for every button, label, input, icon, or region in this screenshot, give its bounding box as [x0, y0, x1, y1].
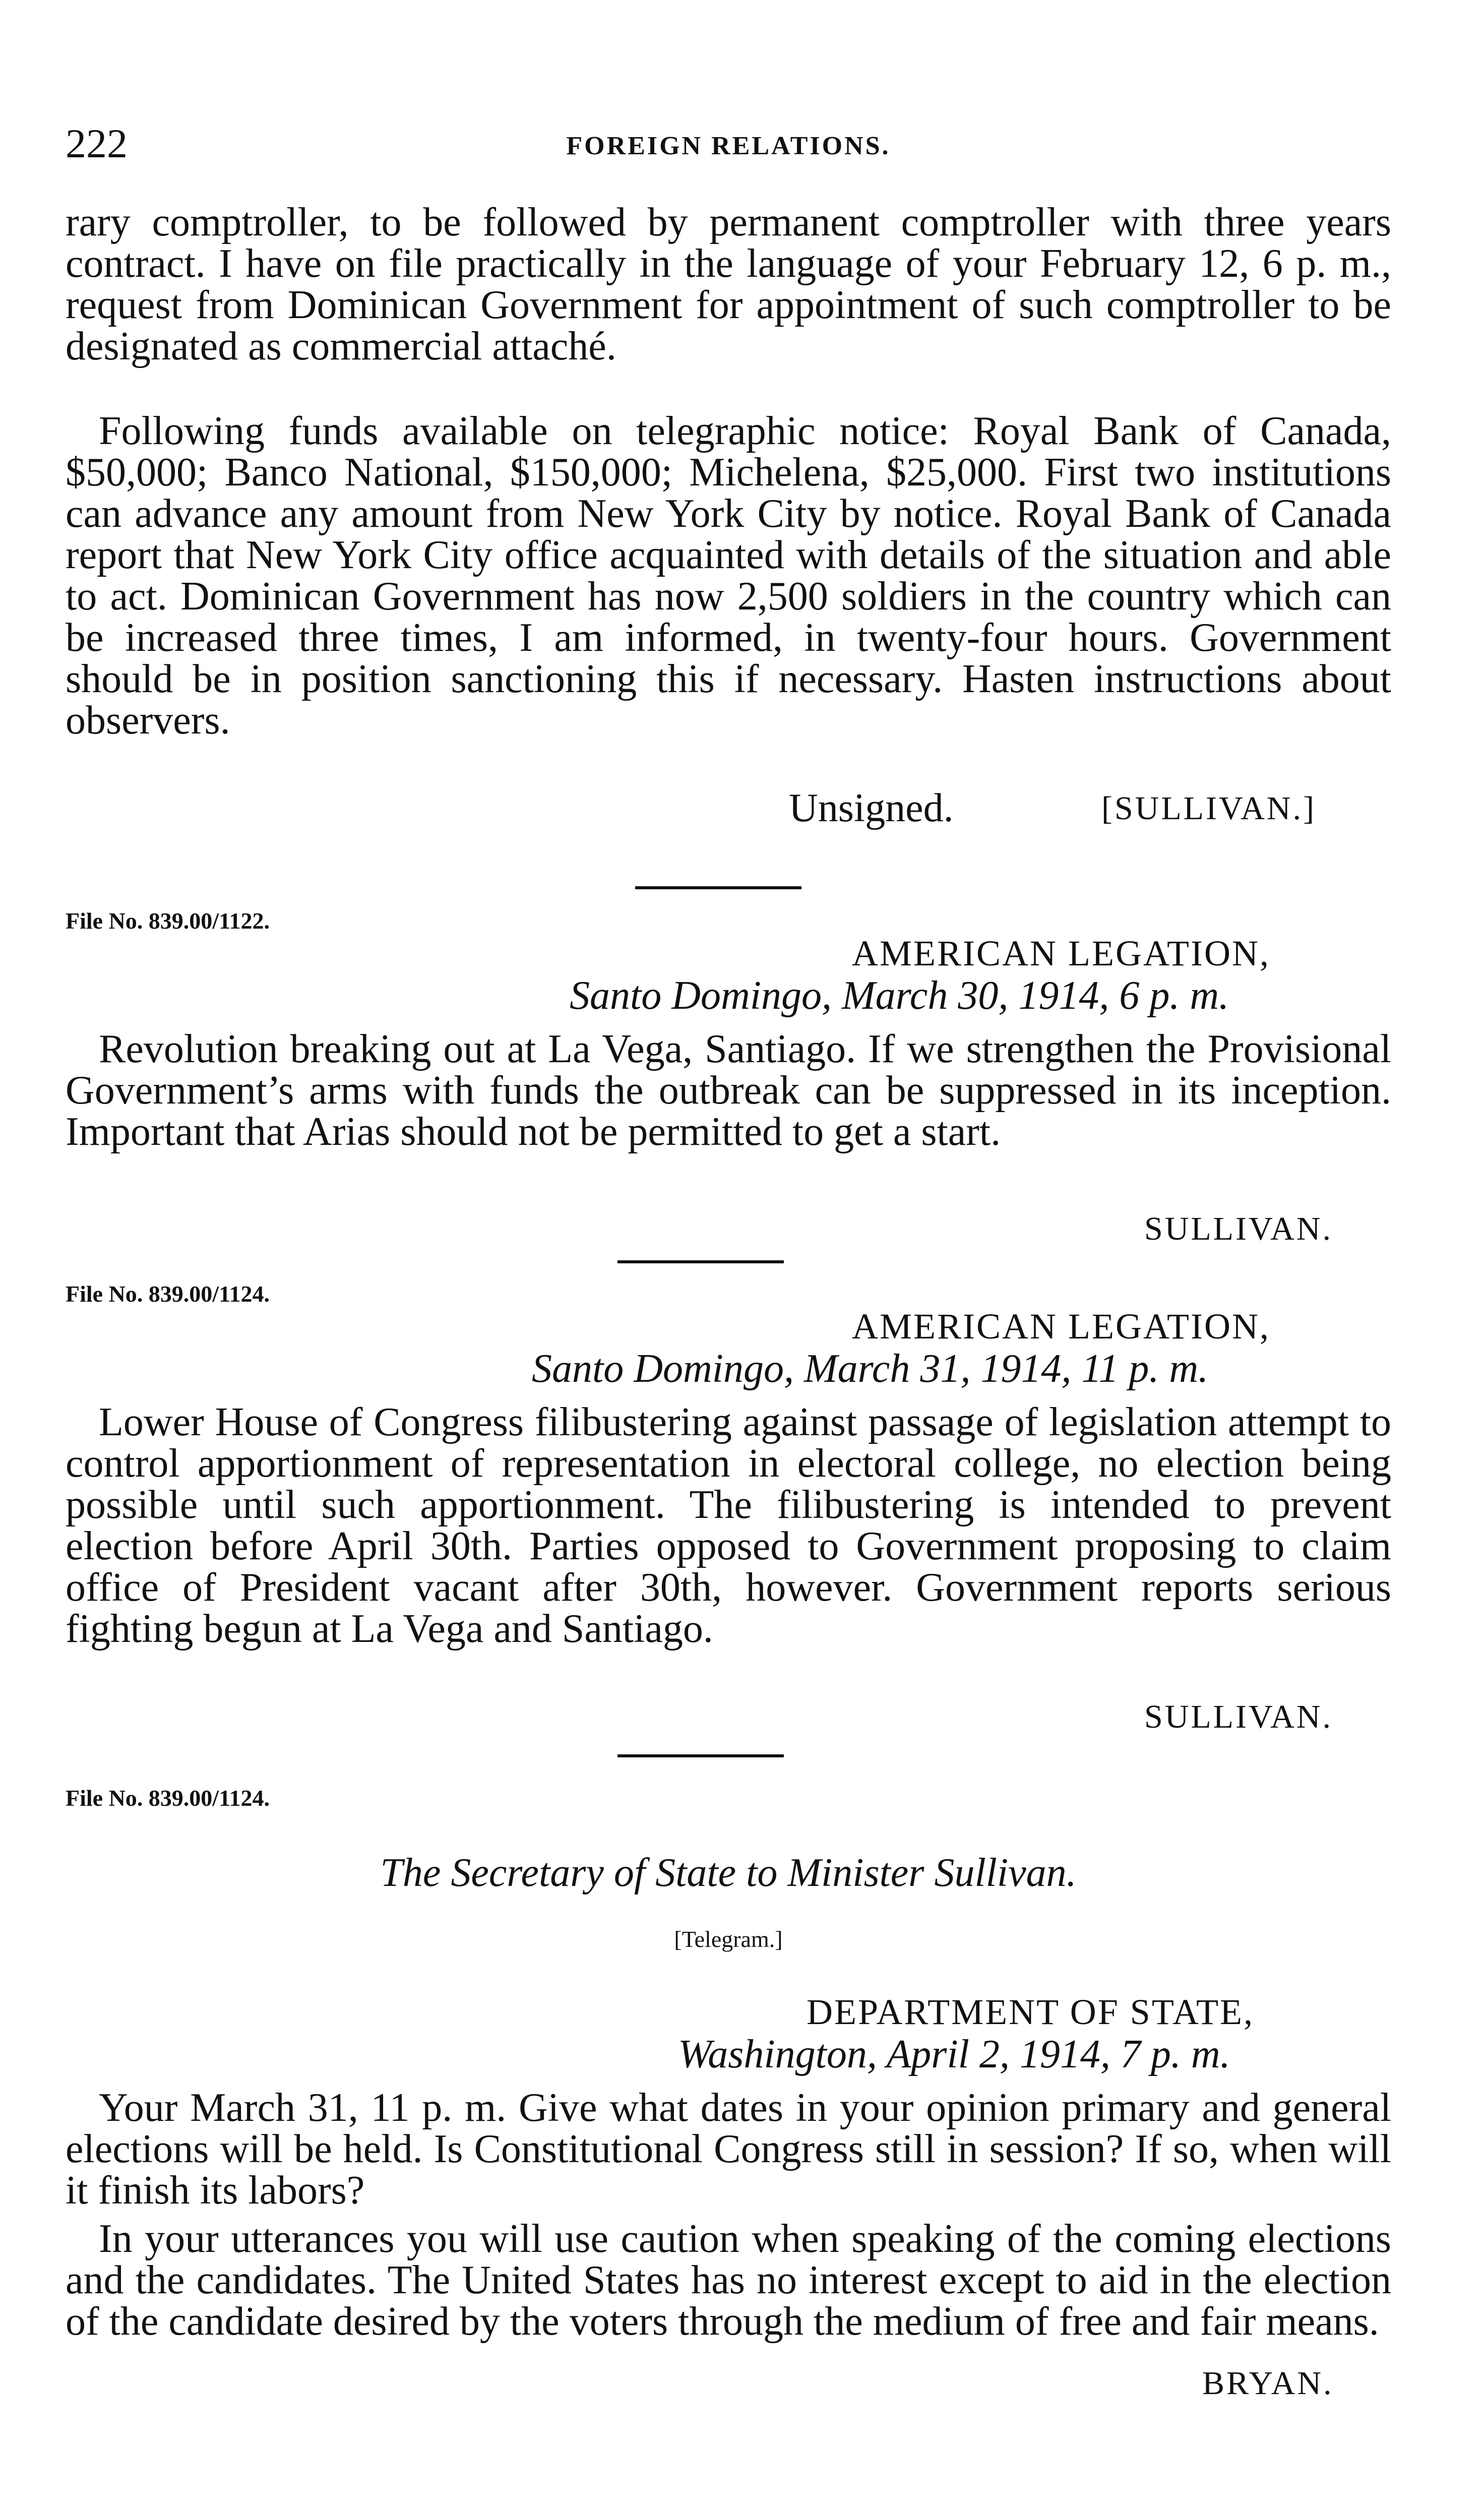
file-number: File No. 839.00/1124. — [66, 1281, 270, 1307]
bracket-signature: [SULLIVAN.] — [1101, 790, 1316, 827]
department-heading: DEPARTMENT OF STATE, — [807, 1992, 1255, 2032]
telegram-label: [Telegram.] — [674, 1926, 783, 1952]
dateline: Washington, April 2, 1914, 7 p. m. — [678, 2032, 1230, 2076]
telegram-body: Lower House of Congress filibustering against passage of legislation attempt to control apportionment of representation in electoral college, no election being possible until such apportionment. The filibustering is intended to prevent election before April 30th. Parties opposed to Government proposing to claim office of President vacant after 30th, however. Government reports serious fighting begun at La Vega and Santiago. — [66, 1400, 1391, 1651]
document-title: The Secretary of State to Minister Sullivan. — [380, 1851, 1077, 1895]
unsigned-label: Unsigned. — [789, 786, 954, 830]
running-head: FOREIGN RELATIONS. — [566, 132, 891, 160]
legation-heading: AMERICAN LEGATION, — [852, 933, 1270, 973]
funds-paragraph: Following funds available on telegraphic notice: Royal Bank of Canada, $50,000; Banco National, $150,000; Michelena, $25,000. First two institutions can advance any amount from New York City by notice. Royal Bank of Canada report that New York City office acquainted with details of the situation and able to act. Dominican Government has now 2,500 soldiers in the country which can be increased three times, I am informed, in twenty-four hours. Government should be in position sanctioning this if necessary. Hasten instructions about observers. — [66, 409, 1391, 743]
section-divider — [635, 886, 801, 889]
dateline: Santo Domingo, March 30, 1914, 6 p. m. — [570, 973, 1229, 1018]
file-number: File No. 839.00/1124. — [66, 1785, 270, 1811]
signature: SULLIVAN. — [1144, 1210, 1333, 1247]
legation-heading: AMERICAN LEGATION, — [852, 1306, 1270, 1347]
page-number: 222 — [66, 120, 128, 166]
caution-paragraph: In your utterances you will use caution when speaking of the coming elections and the candidates. The United States has no interest except to aid in the election of the candidate desired by the voters through the medium of free and fair means. — [66, 2217, 1391, 2344]
section-divider — [617, 1754, 784, 1757]
signature: BRYAN. — [1202, 2365, 1334, 2402]
continued-paragraph: rary comptroller, to be followed by permanent comptroller with three years contract. I have on file practically in the language of your February 12, 6 p. m., request from Dominican Government for appointment of such comptroller to be designated as commercial attaché. — [66, 200, 1391, 369]
dateline: Santo Domingo, March 31, 1914, 11 p. m. — [532, 1347, 1209, 1391]
section-divider — [617, 1260, 784, 1263]
signature: SULLIVAN. — [1144, 1698, 1333, 1735]
instruction-paragraph: Your March 31, 11 p. m. Give what dates in your opinion primary and general elections will be held. Is Constitutional Congress still in session? If so, when will it finish its labors? — [66, 2086, 1391, 2213]
page-header — [66, 120, 1391, 170]
file-number: File No. 839.00/1122. — [66, 908, 270, 934]
telegram-body: Revolution breaking out at La Vega, Santiago. If we strengthen the Provisional Government’s arms with funds the outbreak can be suppressed in its inception. Important that Arias should not be permitted to get a start. — [66, 1027, 1391, 1154]
